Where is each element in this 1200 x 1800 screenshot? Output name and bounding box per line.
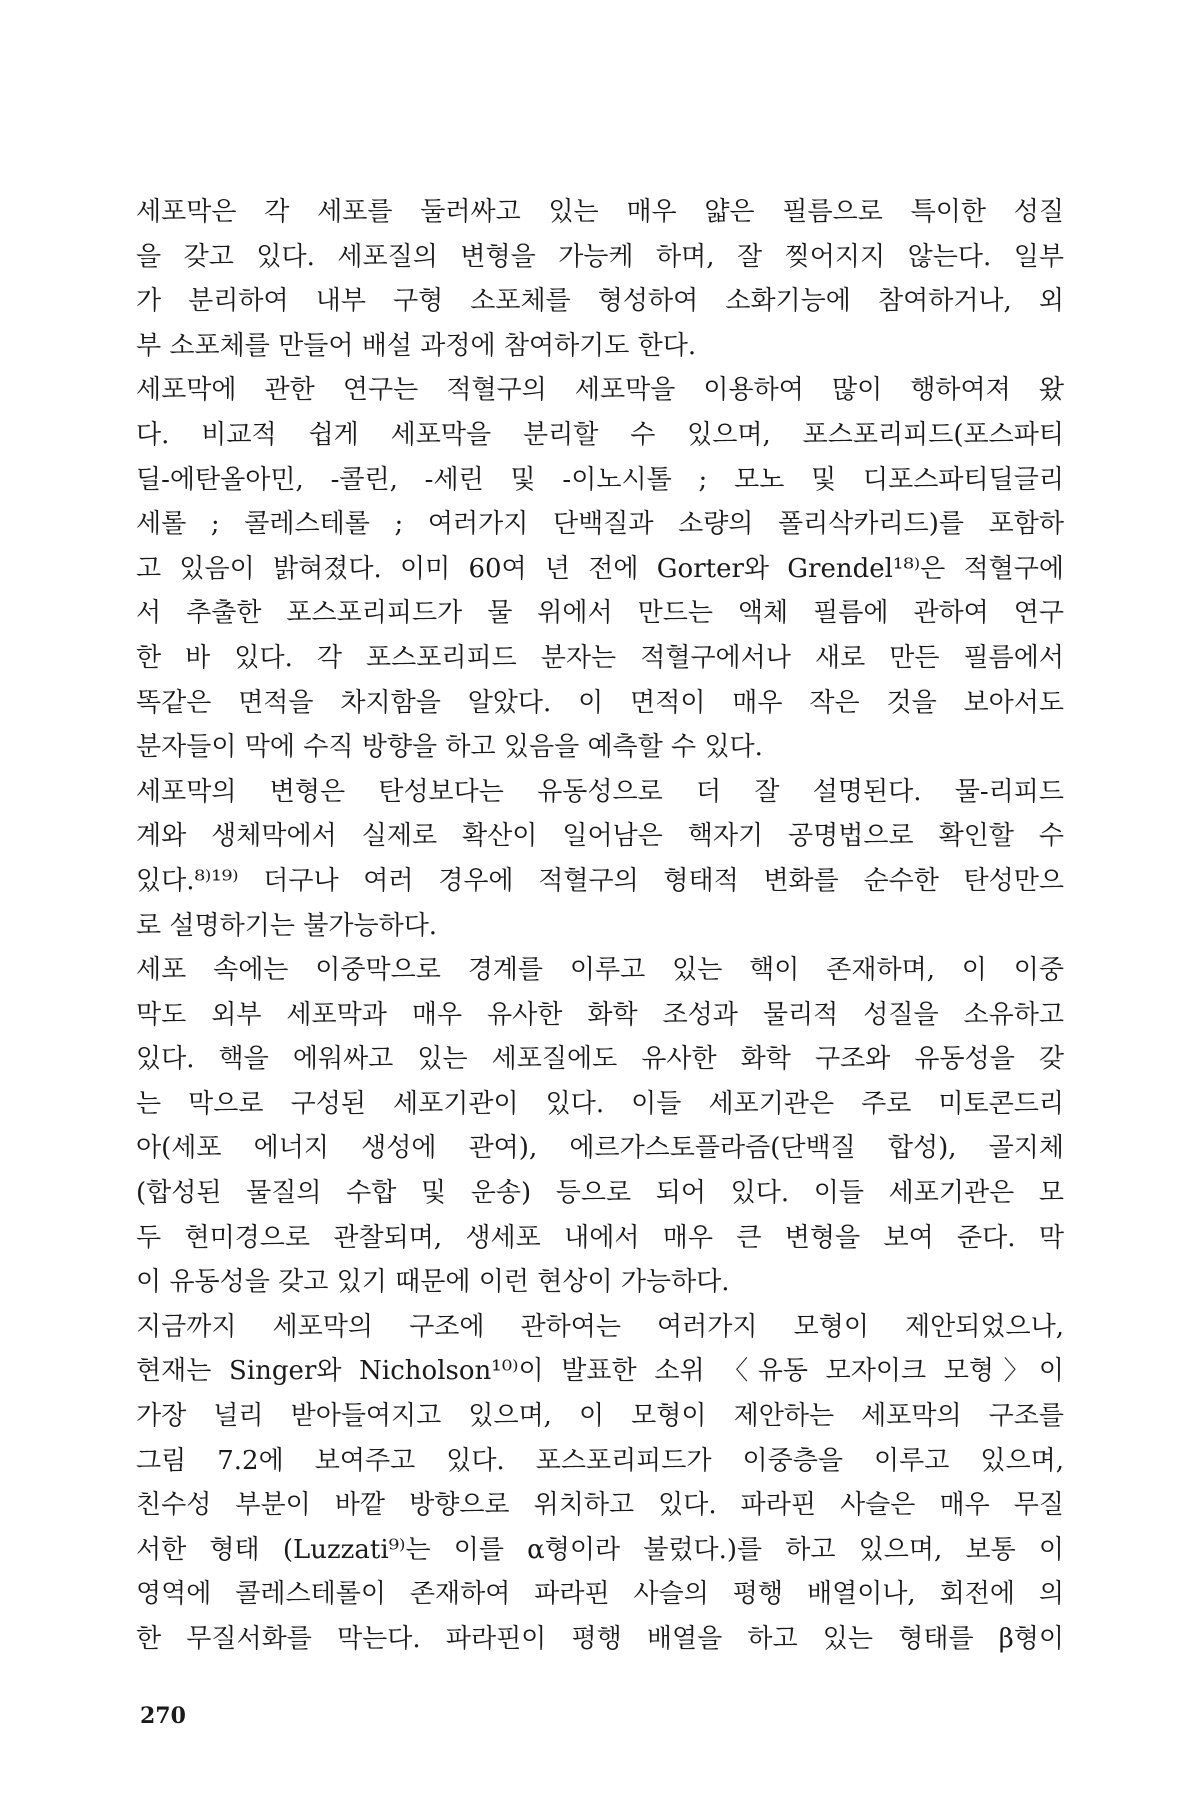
text-line: 는 막으로 구성된 세포기관이 있다. 이들 세포기관은 주로 미토콘드리 xyxy=(136,1088,1064,1119)
text-line: 서 추출한 포스포리피드가 물 위에서 만드는 액체 필름에 관하여 연구 xyxy=(136,598,1064,629)
text-line: (합성된 물질의 수합 및 운송) 등으로 되어 있다. 이들 세포기관은 모 xyxy=(136,1178,1064,1209)
text-line: 한 바 있다. 각 포스포리피드 분자는 적혈구에서나 새로 만든 필름에서 xyxy=(136,642,1064,673)
text-line: 분자들이 막에 수직 방향을 하고 있음을 예측할 수 있다. xyxy=(136,732,763,763)
text-line: 세포막에 관한 연구는 적혈구의 세포막을 이용하여 많이 행하여져 왔 xyxy=(136,375,1064,406)
text-line: 그림 7.2에 보여주고 있다. 포스포리피드가 이중층을 이루고 있으며, xyxy=(136,1445,1064,1476)
text-line: 가 분리하여 내부 구형 소포체를 형성하여 소화기능에 참여하거나, 외 xyxy=(136,286,1064,317)
text-line: 고 있음이 밝혀졌다. 이미 60여 년 전에 Gorter와 Grendel¹⁸⁾은 적혈구에 xyxy=(136,553,1064,584)
text-line: 계와 생체막에서 실제로 확산이 일어남은 핵자기 공명법으로 확인할 수 xyxy=(136,821,1064,852)
text-line: 똑같은 면적을 차지함을 알았다. 이 면적이 매우 작은 것을 보아서도 xyxy=(136,687,1064,718)
text-line: 다. 비교적 쉽게 세포막을 분리할 수 있으며, 포스포리피드(포스파티 xyxy=(136,419,1064,450)
text-line: 로 설명하기는 불가능하다. xyxy=(136,910,438,941)
text-line: 현재는 Singer와 Nicholson¹⁰⁾이 발표한 소위 〈유동 모자이크 모형〉이 xyxy=(136,1356,1064,1387)
text-line: 막도 외부 세포막과 매우 유사한 화학 조성과 물리적 성질을 소유하고 xyxy=(136,999,1064,1030)
body-text xyxy=(136,190,1064,1662)
text-line: 친수성 부분이 바깥 방향으로 위치하고 있다. 파라핀 사슬은 매우 무질 xyxy=(136,1490,1064,1521)
text-line: 을 갖고 있다. 세포질의 변형을 가능케 하며, 잘 찢어지지 않는다. 일부 xyxy=(136,241,1064,272)
text-line: 딜-에탄올아민, -콜린, -세린 및 -이노시톨 ; 모노 및 디포스파티딜글리 xyxy=(136,464,1064,495)
text-line: 이 유동성을 갖고 있기 때문에 이런 현상이 가능하다. xyxy=(136,1267,730,1298)
text-line: 세포 속에는 이중막으로 경계를 이루고 있는 핵이 존재하며, 이 이중 xyxy=(136,955,1064,986)
text-line: 두 현미경으로 관찰되며, 생세포 내에서 매우 큰 변형을 보여 준다. 막 xyxy=(136,1222,1064,1253)
page-number: 270 xyxy=(140,1703,186,1729)
text-line: 세포막은 각 세포를 둘러싸고 있는 매우 얇은 필름으로 특이한 성질 xyxy=(136,197,1064,227)
text-line: 있다.⁸⁾¹⁹⁾ 더구나 여러 경우에 적혈구의 형태적 변화를 순수한 탄성만으 xyxy=(136,865,1064,896)
text-line: 부 소포체를 만들어 배설 과정에 참여하기도 한다. xyxy=(136,330,697,361)
text-line: 가장 널리 받아들여지고 있으며, 이 모형이 제안하는 세포막의 구조를 xyxy=(136,1401,1064,1432)
text-line: 한 무질서화를 막는다. 파라핀이 평행 배열을 하고 있는 형태를 β형이 xyxy=(136,1624,1064,1654)
text-line: 지금까지 세포막의 구조에 관하여는 여러가지 모형이 제안되었으나, xyxy=(136,1311,1064,1342)
text-line: 있다. 핵을 에워싸고 있는 세포질에도 유사한 화학 구조와 유동성을 갖 xyxy=(136,1044,1064,1075)
text-line: 영역에 콜레스테롤이 존재하여 파라핀 사슬의 평행 배열이나, 회전에 의 xyxy=(136,1579,1064,1610)
text-line: 아(세포 에너지 생성에 관여), 에르가스토플라즘(단백질 합성), 골지체 xyxy=(136,1133,1064,1164)
text-line: 세롤 ; 콜레스테롤 ; 여러가지 단백질과 소량의 폴리삭카리드)를 포함하 xyxy=(136,509,1064,540)
text-line: 세포막의 변형은 탄성보다는 유동성으로 더 잘 설명된다. 물-리피드 xyxy=(136,776,1064,807)
text-line: 서한 형태 (Luzzati⁹⁾는 이를 α형이라 불렀다.)를 하고 있으며, 보통 이 xyxy=(136,1534,1064,1565)
